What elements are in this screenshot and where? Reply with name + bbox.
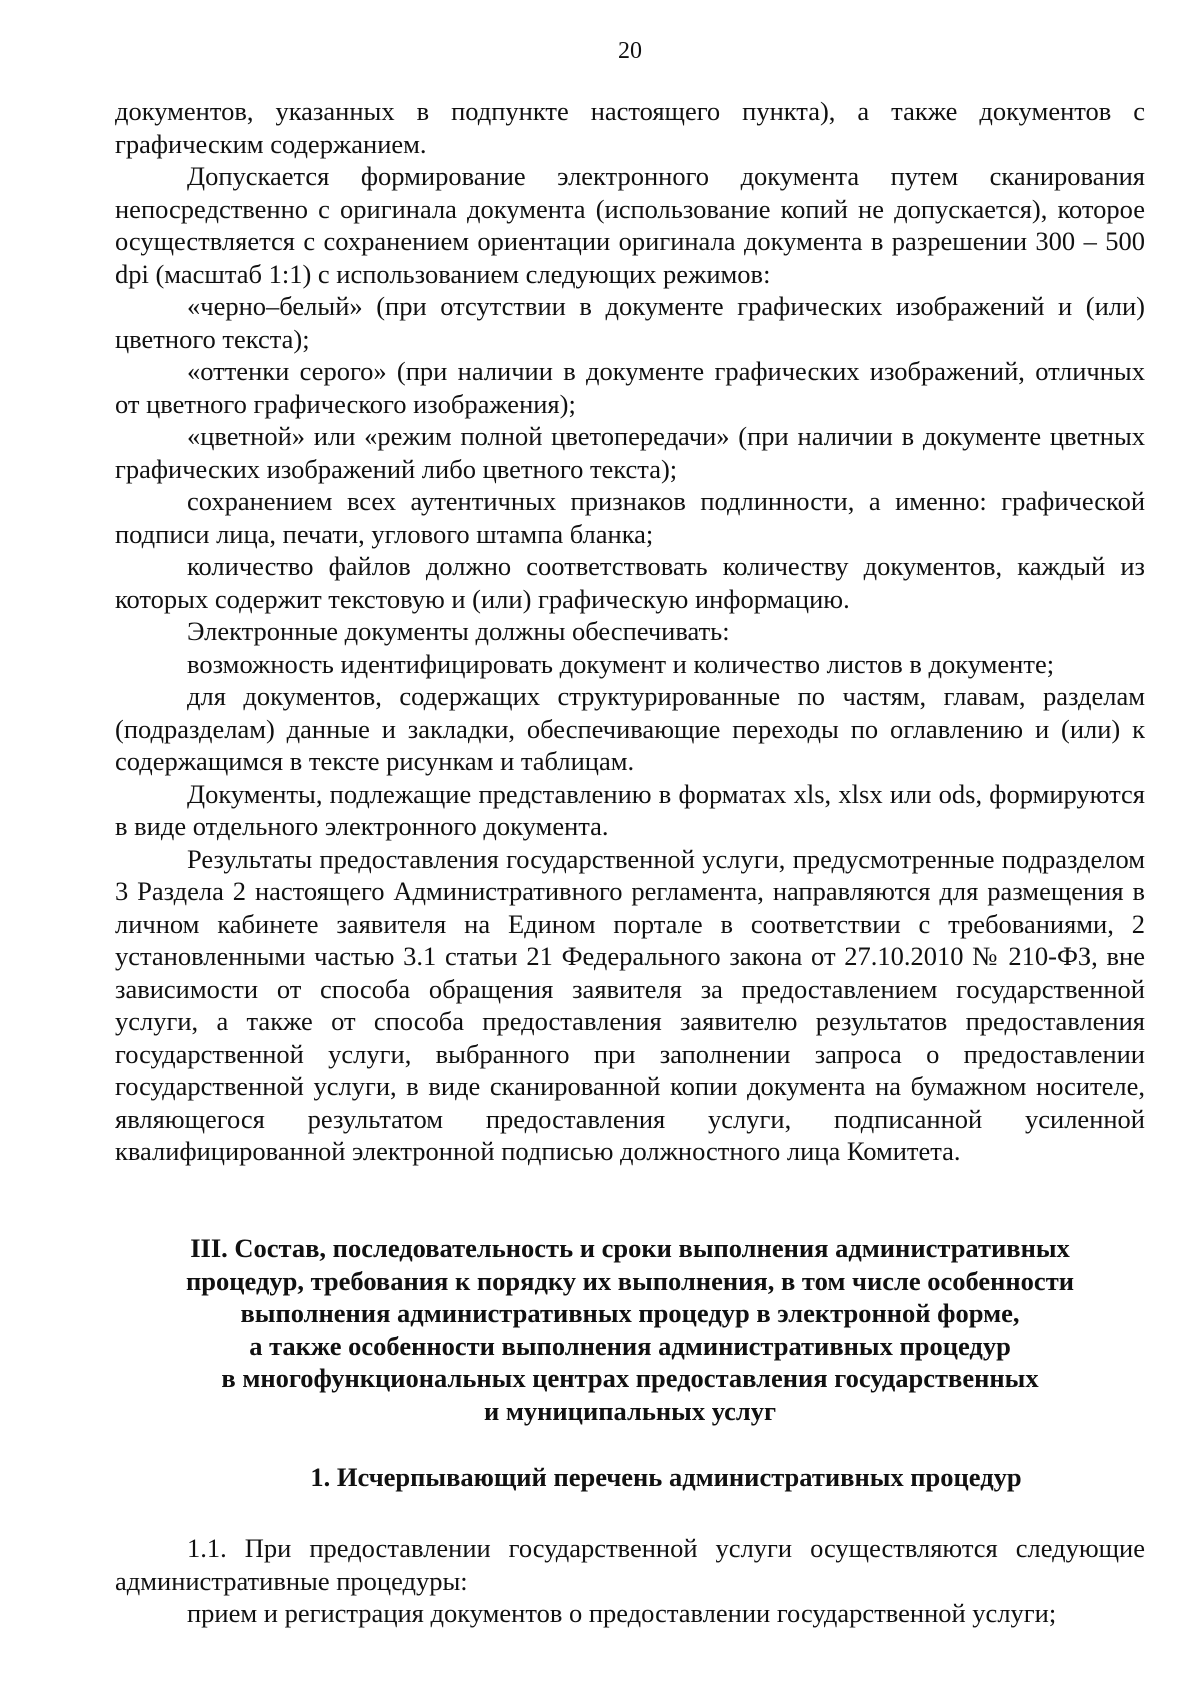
body-text — [115, 95, 1145, 1168]
section-heading-line: и муниципальных услуг — [483, 1395, 777, 1426]
subsection-heading: 1. Исчерпывающий перечень административных процедур — [310, 1462, 1022, 1492]
section-heading-line: выполнения административных процедур в электронной форме, — [240, 1298, 1020, 1328]
paragraph-results: Результаты предоставления государственной услуги, предусмотренные подразделом 3 Раздела 2 настоящего Административного регламента, направляются для размещения в личном кабинете заявителя на Едином портале в соответствии с требованиями, 2 установленными частью 3.1 статьи 21 Федерального закона от 27.10.2010 № 210-ФЗ, вне зависимости от способа обращения заявителя за предоставлением государственной услуги, а также от способа предоставления заявителю результатов предоставления государственной услуги, выбранного при заполнении запроса о предоставлении государственной услуги, в виде сканированной копии документа на бумажном носителе, являющегося результатом предоставления услуги, подписанной усиленной квалифицированной электронной подписью должностного лица Комитета. — [115, 843, 1145, 1166]
paragraph-scanning: Допускается формирование электронного документа путем сканирования непосредственно с оригинала документа (использование копий не допускается), которое осуществляется с сохранением ориентации оригинала документа в разрешении 300 – 500 dpi (масштаб 1:1) с использованием следующих режимов: — [115, 161, 1145, 289]
section-heading — [115, 1232, 1145, 1427]
tail-text — [115, 1532, 1145, 1630]
paragraph-procedures: 1.1. При предоставлении государственной услуги осуществляются следующие административные процедуры: — [115, 1533, 1145, 1596]
paragraph-authenticity: сохранением всех аутентичных признаков подлинности, а именно: графической подписи лица, печати, углового штампа бланка; — [115, 486, 1145, 549]
paragraph-mode-color: «цветной» или «режим полной цветопередачи» (при наличии в документе цветных графических изображений либо цветного текста); — [115, 421, 1145, 484]
paragraph-electronic-docs: Электронные документы должны обеспечивать: — [187, 616, 730, 646]
paragraph-file-count: количество файлов должно соответствовать количеству документов, каждый из которых содержит текстовую и (или) графическую информацию. — [115, 551, 1145, 614]
section-heading-line: процедур, требования к порядку их выполнения, в том числе особенности — [186, 1265, 1074, 1296]
section-heading-line: а также особенности выполнения административных процедур — [249, 1330, 1011, 1361]
paragraph-continuation: документов, указанных в подпункте настоящего пункта), а также документов с графическим содержанием. — [115, 96, 1145, 159]
paragraph-reception: прием и регистрация документов о предоставлении государственной услуги; — [187, 1598, 1057, 1628]
section-heading-line: III. Состав, последовательность и сроки выполнения административных — [190, 1233, 1070, 1263]
paragraph-mode-grayscale: «оттенки серого» (при наличии в документе графических изображений, отличных от цветного графического изображения); — [115, 356, 1145, 419]
page-number: 20 — [618, 38, 642, 64]
section-heading-line: в многофункциональных центрах предоставления государственных — [221, 1363, 1039, 1393]
paragraph-identify: возможность идентифицировать документ и количество листов в документе; — [187, 648, 1055, 679]
paragraph-formats: Документы, подлежащие представлению в форматах xls, xlsx или ods, формируются в виде отдельного электронного документа. — [115, 778, 1145, 841]
paragraph-mode-black-white: «черно–белый» (при отсутствии в документе графических изображений и (или) цветного текста); — [115, 291, 1145, 354]
paragraph-structured: для документов, содержащих структурированные по частям, главам, разделам (подразделам) данные и закладки, обеспечивающие переходы по оглавлению и (или) к содержащимся в тексте рисункам и таблицам. — [115, 681, 1145, 776]
